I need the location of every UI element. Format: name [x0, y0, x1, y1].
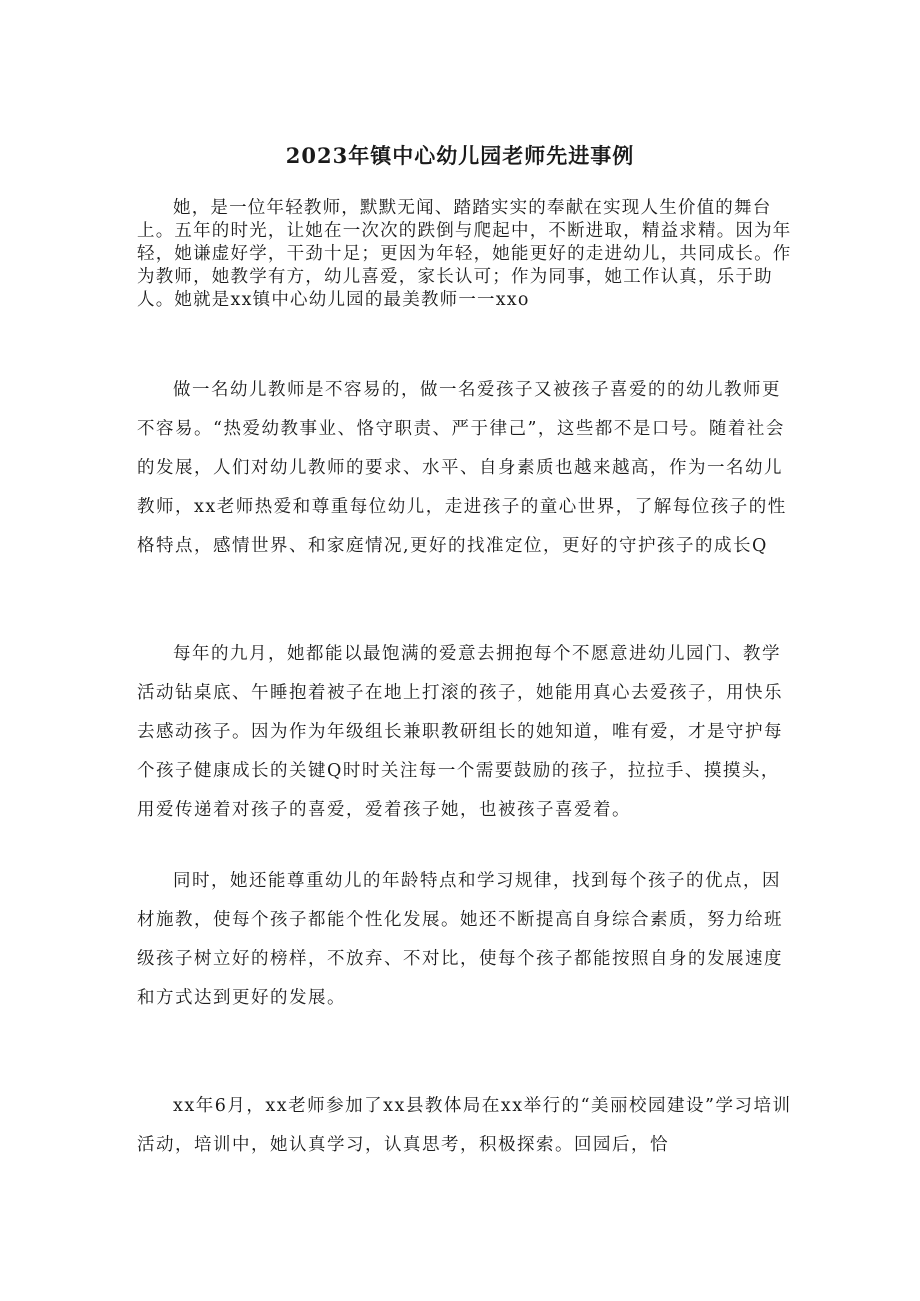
- paragraph-2: 做一名幼儿教师是不容易的，做一名爱孩子又被孩子喜爱的的幼儿教师更不容易。“热爱幼教事业、恪守职责、严于律己”，这些都不是口号。随着社会的发展，人们对幼儿教师的要求、水平、自身素质也越来越高，作为一名幼儿教师，xx老师热爱和尊重每位幼儿，走进孩子的童心世界，了解每位孩子的性格特点，感情世界、和家庭情况,更好的找准定位，更好的守护孩子的成长Q: [137, 380, 787, 556]
- paragraph-5: xx年6月，xx老师参加了xx县教体局在xx举行的“美丽校园建设”学习培训活动，培训中，她认真学习，认真思考，积极探索。回园后，恰: [137, 1096, 792, 1155]
- paragraph-1: 她，是一位年轻教师，默默无闻、踏踏实实的奉献在实现人生价值的舞台上。五年的时光，让她在一次次的跌倒与爬起中，不断进取，精益求精。因为年轻，她谦虚好学，干劲十足；更因为年轻，她能更好的走进幼儿，共同成长。作为教师，她教学有方，幼儿喜爱，家长认可；作为同事，她工作认真，乐于助人。她就是xx镇中心幼儿园的最美教师一一xxo: [137, 198, 792, 310]
- document-title: 2023年镇中心幼儿园老师先进事例: [285, 143, 635, 168]
- paragraph-4: 同时，她还能尊重幼儿的年龄特点和学习规律，找到每个孩子的优点，因材施教，使每个孩子都能个性化发展。她还不断提高自身综合素质，努力给班级孩子树立好的榜样，不放弃、不对比，使每个孩子都能按照自身的发展速度和方式达到更好的发展。: [137, 871, 783, 1008]
- paragraph-3: 每年的九月，她都能以最饱满的爱意去拥抱每个不愿意进幼儿园门、教学活动钻桌底、午睡抱着被子在地上打滚的孩子，她能用真心去爱孩子，用快乐去感动孩子。因为作为年级组长兼职教研组长的她知道，唯有爱，才是守护每个孩子健康成长的关键Q时时关注每一个需要鼓励的孩子，拉拉手、摸摸头，用爱传递着对孩子的喜爱，爱着孩子她，也被孩子喜爱着。: [137, 644, 783, 820]
